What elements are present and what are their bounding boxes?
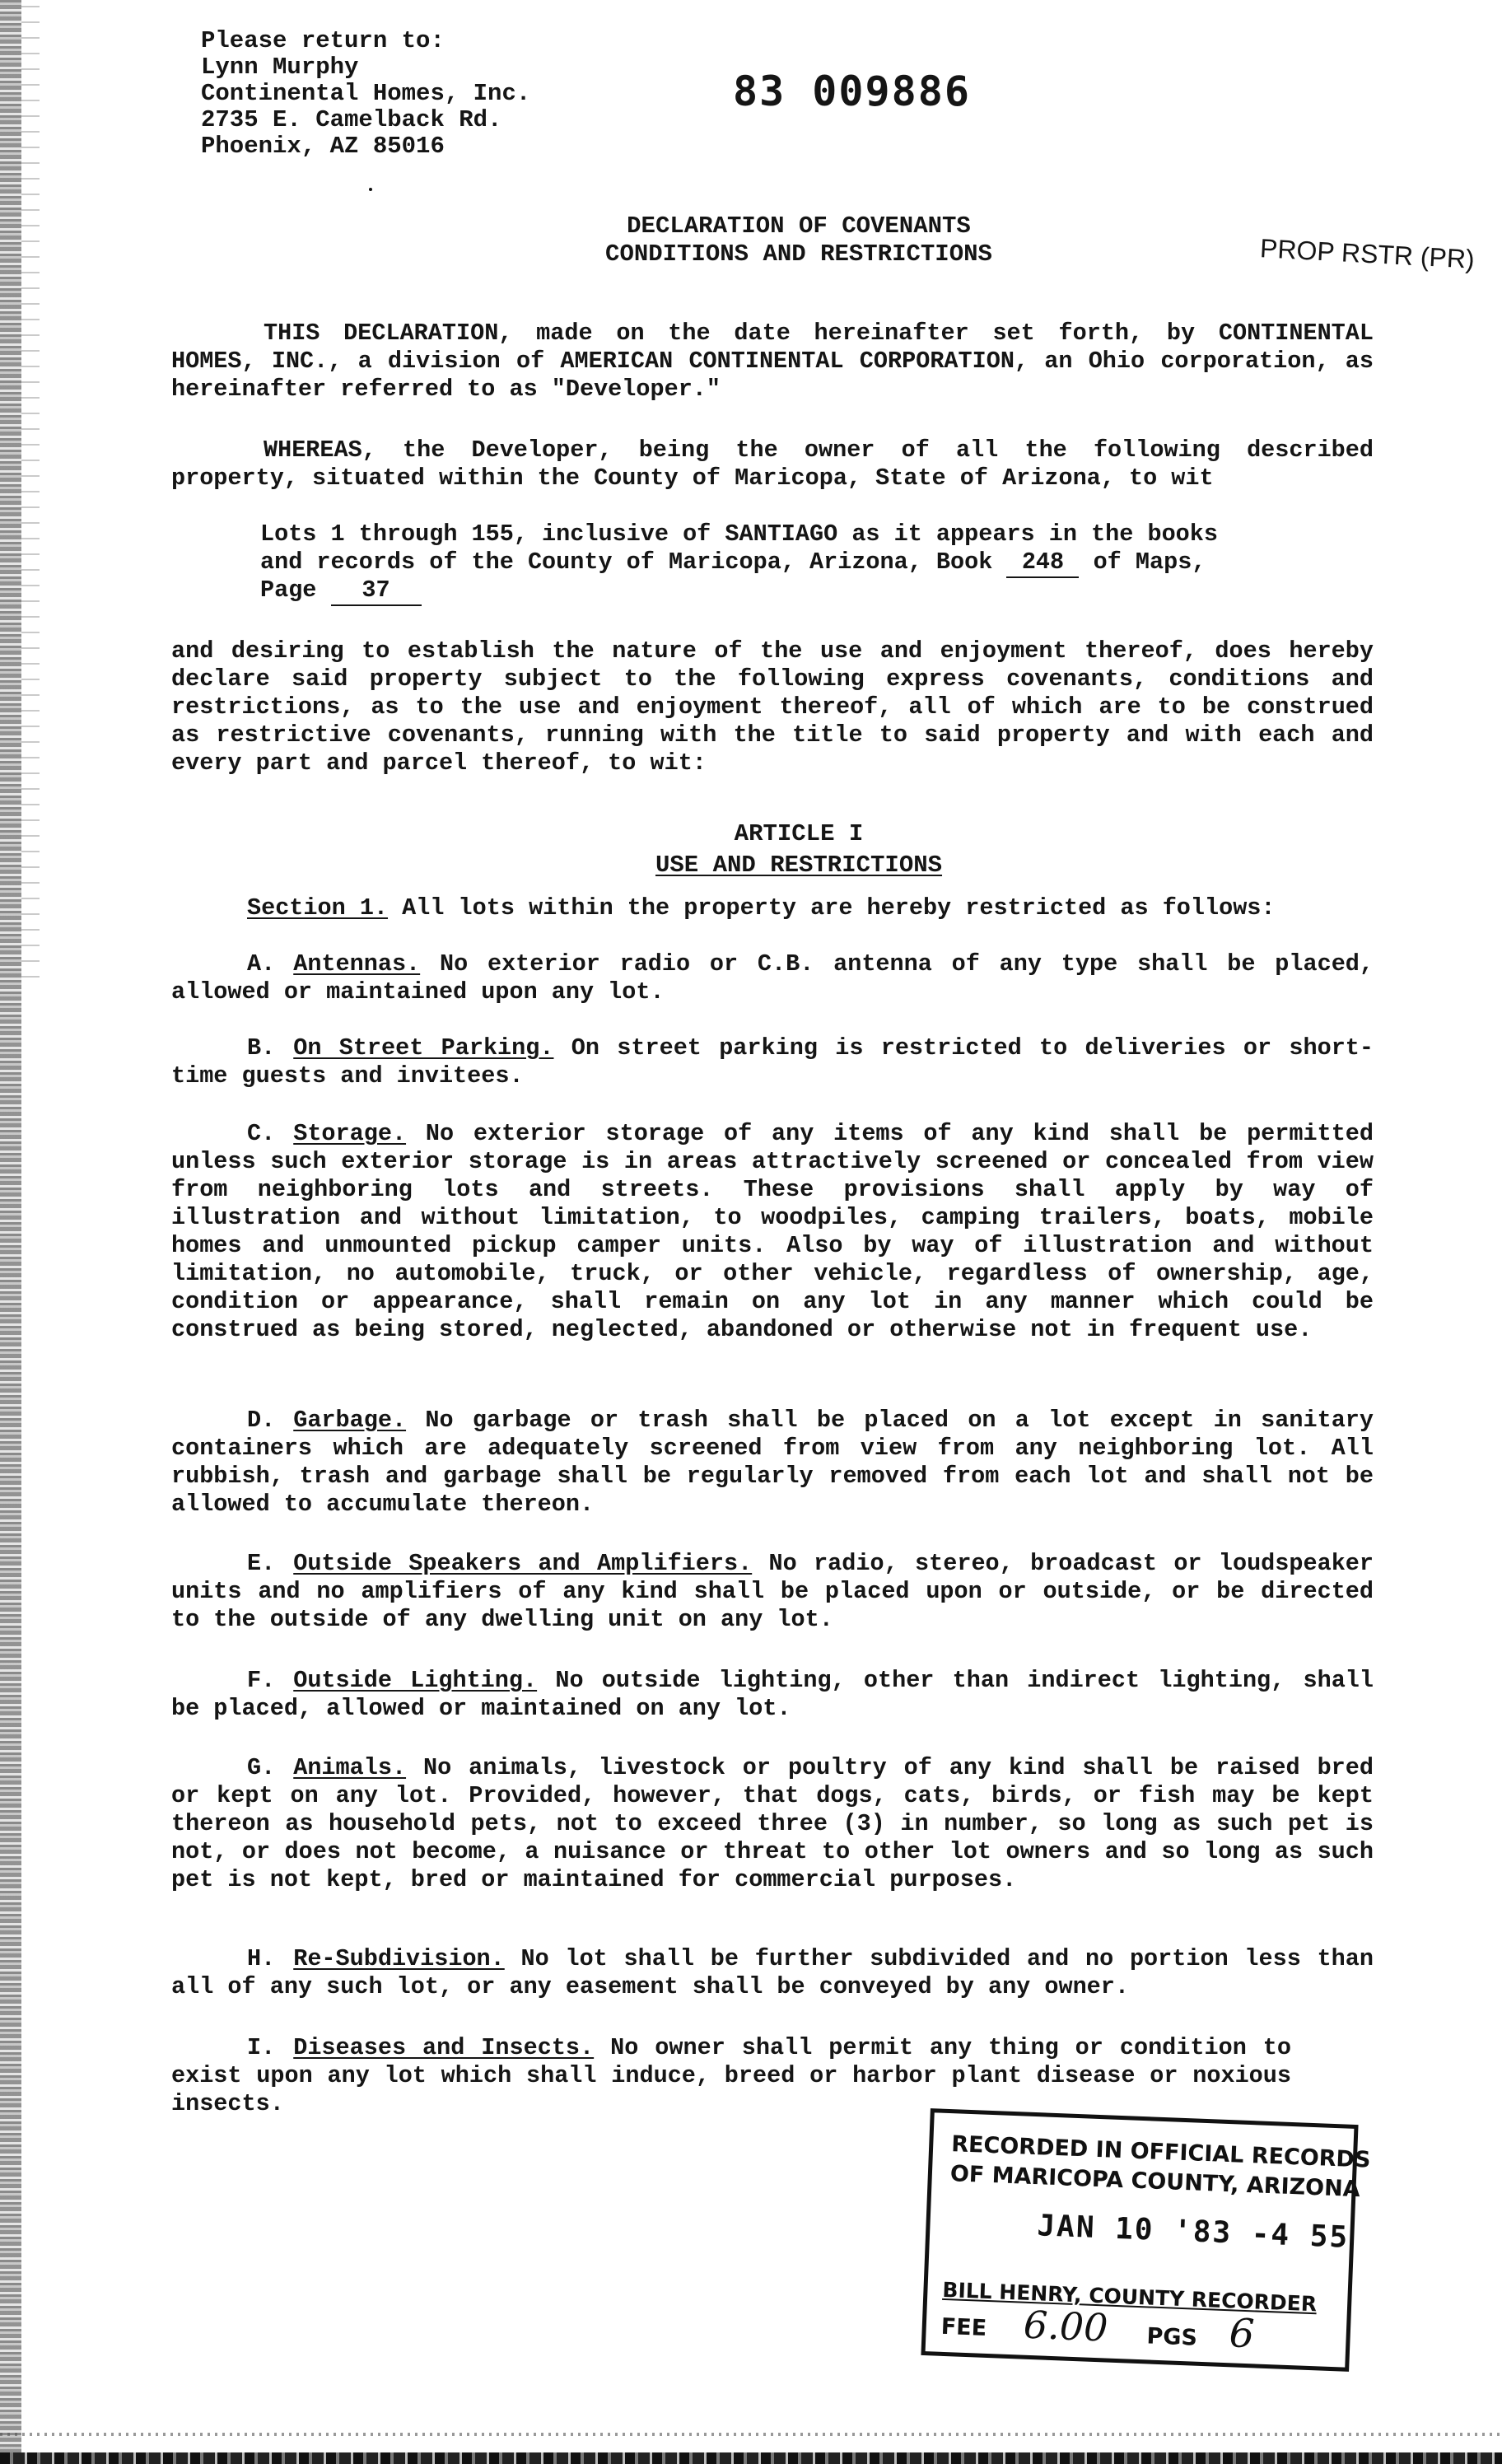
item-heading: Re-Subdivision.: [293, 1945, 505, 1972]
item-heading: On Street Parking.: [293, 1034, 554, 1062]
page-label: Page: [260, 576, 317, 604]
section-label: Section 1.: [247, 894, 389, 922]
lots-line-3: [260, 576, 1372, 606]
item-heading: Animals.: [293, 1754, 407, 1781]
document-number: 83 009886: [733, 68, 971, 115]
lots-line-1: Lots 1 through 155, inclusive of SANTIAGO as it appears in the books: [260, 520, 1218, 548]
item-letter: E.: [247, 1550, 276, 1577]
scan-edge-bottom: [0, 2452, 1502, 2464]
return-line: Phoenix, AZ 85016: [201, 133, 445, 160]
item-text: No radio, stereo, broadcast or loudspeaker units and no amplifiers of any kind shall be placed upon or outside, or be directed to the outside of any dwelling unit on any lot.: [171, 1550, 1374, 1633]
item-text: No animals, livestock or poultry of any kind shall be raised bred or kept on any lot. Provided, however, that dogs, cats, birds, or fish may be kept thereon as household pets, not to exceed three (3) in number, so long as such pet is not, or does not become, a nuisance or threat to other lot owners and so long as such pet is not kept, bred or maintained for commercial purposes.: [171, 1754, 1374, 1893]
item-antennas: [171, 950, 1374, 1006]
item-speakers: [171, 1550, 1374, 1634]
stamp-line-1: RECORDED IN OFFICIAL RECORDS: [950, 2131, 1371, 2173]
return-line: Lynn Murphy: [201, 54, 359, 81]
speck: [369, 188, 372, 191]
whereas-paragraph: [171, 436, 1374, 492]
return-address: [201, 28, 530, 160]
item-letter: F.: [247, 1667, 276, 1694]
item-storage: [171, 1120, 1374, 1344]
item-letter: C.: [247, 1120, 276, 1147]
item-diseases: [171, 2034, 1291, 2118]
return-line: 2735 E. Camelback Rd.: [201, 106, 502, 133]
scan-edge-noise: [21, 0, 40, 988]
article-number: ARTICLE I: [734, 820, 864, 847]
book-number: 248: [1006, 548, 1079, 578]
section-text: All lots within the property are hereby restricted as follows:: [402, 894, 1276, 922]
stamp-recorder: BILL HENRY, COUNTY RECORDER: [941, 2277, 1318, 2317]
stamp-pgs-label: PGS: [1145, 2323, 1198, 2351]
item-letter: I.: [247, 2034, 276, 2061]
stamp-line-2: OF MARICOPA COUNTY, ARIZONA: [949, 2161, 1361, 2203]
item-animals: [171, 1754, 1374, 1894]
title-line-2: CONDITIONS AND RESTRICTIONS: [605, 240, 992, 268]
item-letter: B.: [247, 1034, 276, 1062]
item-text: On street parking is restricted to deliveries or short-time guests and invitees.: [171, 1034, 1374, 1090]
item-street-parking: [171, 1034, 1374, 1090]
stamp-fee-label: FEE: [940, 2313, 987, 2341]
document-title: [511, 212, 1087, 268]
item-text: No owner shall permit any thing or condition to exist upon any lot which shall induce, breed or harbor plant disease or noxious insects.: [171, 2034, 1291, 2117]
section-1: [171, 894, 1374, 922]
stamp-pgs-value: 6: [1228, 2310, 1256, 2358]
article-subheading: USE AND RESTRICTIONS: [655, 852, 943, 879]
return-line: Please return to:: [201, 27, 445, 54]
stamp-fee-value: 6.00: [1022, 2302, 1109, 2350]
stamp-date: JAN 10 '83 -4 55: [1036, 2209, 1350, 2255]
item-heading: Storage.: [293, 1120, 407, 1147]
scan-edge-left: [0, 0, 21, 2464]
lots-line-2: [260, 548, 1372, 578]
item-heading: Garbage.: [293, 1407, 407, 1434]
item-heading: Diseases and Insects.: [293, 2034, 595, 2061]
title-line-1: DECLARATION OF COVENANTS: [627, 212, 971, 240]
desiring-paragraph: and desiring to establish the nature of the use and enjoyment thereof, does hereby declare said property subject to the following express covenants, conditions and restrictions, as to the use and enjoyment thereof, all of which are to be construed as restrictive covenants, running with the title to said property and with each and every part and parcel thereof, to wit:: [171, 637, 1374, 777]
recorder-stamp: [921, 2108, 1371, 2372]
item-letter: A.: [247, 950, 276, 978]
item-lighting: [171, 1667, 1374, 1723]
page-number: 37: [331, 576, 422, 606]
lots-line-2-pre: and records of the County of Maricopa, Arizona, Book: [260, 548, 993, 576]
scan-edge-dots: [0, 2433, 1502, 2436]
item-text: No outside lighting, other than indirect lighting, shall be placed, allowed or maintained on any lot.: [171, 1667, 1374, 1722]
whereas-text: WHEREAS, the Developer, being the owner of all the following described property, situated within the County of Maricopa, State of Arizona, to wit: [171, 436, 1374, 492]
item-text: No lot shall be further subdivided and no portion less than all of any such lot, or any easement shall be conveyed by any owner.: [171, 1945, 1374, 2000]
item-heading: Outside Speakers and Amplifiers.: [293, 1550, 753, 1577]
item-text: No garbage or trash shall be placed on a lot except in sanitary containers which are adequately screened from view from any neighboring lot. All rubbish, trash and garbage shall be regularly removed from each lot and shall not be allowed to accumulate thereon.: [171, 1407, 1374, 1518]
item-letter: H.: [247, 1945, 276, 1972]
item-letter: G.: [247, 1754, 276, 1781]
item-heading: Antennas.: [293, 950, 421, 978]
preamble-text: THIS DECLARATION, made on the date hereinafter set forth, by CONTINENTAL HOMES, INC., a division of AMERICAN CONTINENTAL CORPORATION, an Ohio corporation, as hereinafter referred to as "Developer.": [171, 320, 1374, 403]
item-resubdivision: [171, 1945, 1374, 2001]
return-line: Continental Homes, Inc.: [201, 80, 531, 107]
property-code: PROP RSTR (PR): [1259, 233, 1476, 274]
item-text: No exterior radio or C.B. antenna of any type shall be placed, allowed or maintained upon any lot.: [171, 950, 1374, 1006]
item-heading: Outside Lighting.: [293, 1667, 538, 1694]
lots-line-2-post: of Maps,: [1093, 548, 1206, 576]
item-garbage: [171, 1407, 1374, 1519]
item-letter: D.: [247, 1407, 276, 1434]
preamble-paragraph: [171, 320, 1374, 404]
article-heading: [511, 819, 1087, 881]
item-text: No exterior storage of any items of any kind shall be permitted unless such exterior storage is in areas attractively screened or concealed from view from neighboring lots and streets. These provisions shall apply by way of illustration and without limitation, to woodpiles, camping trailers, boats, mobile homes and unmounted pickup camper units. Also by way of illustration and without limitation, no automobile, truck, or other vehicle, regardless of ownership, age, condition or appearance, shall remain on any lot in any manner which could be construed as being stored, neglected, abandoned or otherwise not in frequent use.: [171, 1120, 1374, 1343]
